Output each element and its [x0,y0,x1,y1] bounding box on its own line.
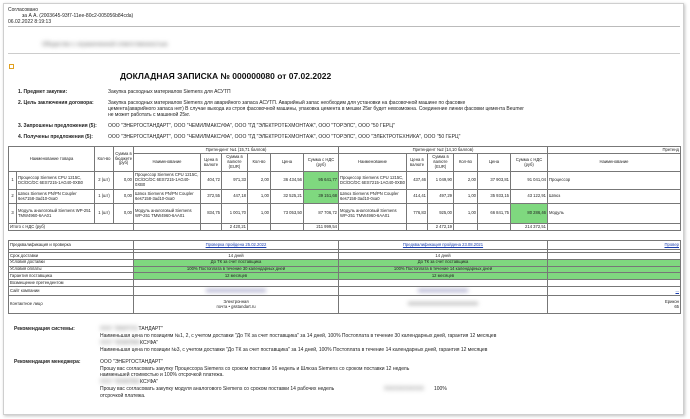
header-budget: Сумма в бюджете (руб) [114,147,134,172]
rec-manager-company2: КСУФА" [140,379,159,385]
b2-price: 37 903,81 [478,172,511,190]
row-product: Модуль аналоговый Siemens WP-251 TMW4960-6AA01 [17,204,95,224]
bidder-3-title: Претенд [548,147,681,154]
stamp-signer: за А А. (2003645-93f7-11ee-80c2-005056b84cda) [22,13,134,19]
b2-qty: 1,00 [454,190,478,204]
rec-manager-label: Рекомендация менеджера: [14,359,81,365]
b2-sum: 43 122,91 [511,190,548,204]
field-value-purpose-line2: цемента(аварийного запаса нет) В случае выхода из строя фасовочной машины, упаковка цемента в мешки 25кг будет невозможна. Соединение линии фасовки цемента Beumer [108,106,524,112]
rec-manager-line3: Прошу вас согласовать закупку модуля аналогового Siemens со сроком поставки 14 рабочих недель [100,386,335,392]
b2-qty: 1,00 [454,204,478,224]
contact-value-3: Ерикон [665,298,679,304]
field-value-subject: Закупка расходных материалов Siemens для АСУТП [108,89,231,95]
row-budget: 0,00 [114,172,134,190]
subheader-sum-currency: Сумма в валюте (EUR) [428,154,454,172]
b1-qty: 1,00 [248,204,271,224]
subheader-qty: Кол-во [454,154,478,172]
prequal-link-3[interactable]: Провер [664,241,679,247]
b1-qty: 2,00 [248,172,271,190]
subheader-price-currency: Цена в валюте [201,154,222,172]
b1-sum-cur: 1 001,70 [222,204,248,224]
condition-row [9,273,681,280]
page-title: ДОКЛАДНАЯ ЗАПИСКА № 000000080 от 07.02.2022 [120,71,332,81]
b1-sum-cur: 971,33 [222,172,248,190]
condition-value-1: 12 месяцев [134,273,339,280]
row-qty: 1 (шт) [95,190,114,204]
total1-currency: 2 420,21 [222,224,248,231]
b1-price-cur: 372,55 [201,190,222,204]
rec-system-label: Рекомендация системы: [14,326,75,332]
b1-price: 32 525,21 [271,190,304,204]
row-number: 3 [9,204,17,224]
memo-document: Согласовано за А А. (2003645-93f7-11ee-80c2-005056b84cda) 06.02.2022 8:19:13 Общество с ограниченной ответственностью ДОКЛАДНАЯ ЗАПИСКА № 000000080 от 07.02.2022 1. Предмет закупки: Закупка расходных материалов Siemens для АСУТП 2. Цель заключения договора: Закупка расходных материалов Siemens для аварийного запаса АСУТП. Аварийный запас необходим для установки на фасовочной машине по фасовке цемента(аварийного запаса нет) В случае выхода из строя фасовочной машины, упаковка цемента в мешки 25кг будет невозможна. Соединение линии фасовки цемента Beumer не может работать с машиной 25кг. 3. Запрошены предложения (5): ООО "ЭНЕРГОСТАНДАРТ", ООО "ЧЕМИЛМАКСУФА", ООО "ГД "ЭЛЕКТРОТЕХМОНТАЖ", ООО "ТОРЭЛС", ООО "50 ГЕРЦ" 4. Получены предложения (5): ООО "ЭНЕРГОСТАНДАРТ", ООО "ЧЕМИЛМАКСУФА", ООО "ГД "ЭЛЕКТРОТЕХМОНТАЖ", ООО "ТОРЭЛС", ООО "ЭЛЕКТРОТЕХНИКА", ООО "50 ГЕРЦ" Наименование товара Кол-во Сумма в бюджете (руб) Претендент №1 (15,71 баллов) Претендент №2 (14,10 баллов) Претенд Наименование Цена в валюте Сумма в валюте (EUR) Кол-во Цена Сумма с НДС (руб) Наименование Цена в валюте Сумма в валюте (EUR) Кол-во Цена Сумма с НДС (руб) Наименование 1 Процессор Siemens CPU 1215C, DC/DC/DC 6ES7215-1AG40-0XB0 2 (шт) 0,00 Процессор Siemens CPU 1215C, DC/DC/DC 6ES7215-1AG40-0XB0 404,72 971,33 2,00 36 434,56 95 641,77 Процессор Siemens CPU 1215C, DC/DC/DC 6ES7215-1AG40-0XB0 437,46 1 049,90 2,00 37 903,81 91 041,04 Процессор 2 Шлюз Siemens PN/PN Coupler 6es7158-3ad10-0xa0 1 (шт) 0,00 Шлюз Siemens PN/PN Coupler 6es7158-3ad10-0xa0 372,55 447,18 1,00 32 525,21 39 151,68 Шлюз Siemens PN/PN Coupler 6es7158-3ad10-0xa0 414,41 497,29 1,00 35 933,15 43 122,91 Шлюз 3 Модуль аналоговый Siemens WP-251 TMW4960-6AA01 1 (шт) 0,00 Модуль аналоговый Siemens WP-251 TMW4960-6AA01 834,75 1 001,70 1,00 73 053,50 87 706,72 Модуль аналоговый Siemens WP-251 TMW4960-6AA01 776,83 925,00 1,00 66 841,75 80 286,46 Модуль Итого с НДС (руб) 2 420,21 211 999,54 2 472,19 214 372,51 Предквалификация и проверка Проверка пройдена 25.02.2022 Предквалификация пройдена 23.08.2021 Провер Срок доставки 14 дней 14 дней Условия доставки До ТК за счет поставщика До ТК за счет поставщика Условия оплаты 100% Постоплата в течение 30 календарных дней 100% Постоплата в течение 14 календарных дней Гарантия поставщика 12 месяцев 12 месяцев Возмещение претендентом Сайт компании — Контактное лицо Электронная почта • gsstandart.ru Ерикон 65 Рекомендация системы: ООО "ЭНЕРГОСТАНДАРТ" Наименьшая цена по позициям №1, 2, с учетом доставки "До ТК за счет поставщика" за 14 дней, 100% Постоплата в течение 30 календарных дней, гарантия 12 месяцев ООО "ЧЕМИЛМАКСУФА" Наименьшая цена по позиции №3, с учетом доставки "До ТК за счет поставщика" за 14 дней, 100% Постоплата в течение 14 календарных дней, гарантия 12 месяцев Рекомендация менеджера: ООО "ЭНЕРГОСТАНДАРТ" Прошу вас согласовать закупку Процессора Siemens со сроком поставки 16 недель и Шлюза Siemens со сроком поставки 12 недель наименьшей стоимостью и 100% отсрочкой платежа. ООО "ЧЕМИЛМАКСУФА" Прошу вас согласовать закупку модуля аналогового Siemens со сроком поставки 14 рабочих недель XXXXXXXXXXXX 100% отсрочкой платежа. [3,3,684,415]
field-value-received: ООО "ЭНЕРГОСТАНДАРТ", ООО "ЧЕМИЛМАКСУФА", ООО "ГД "ЭЛЕКТРОТЕХМОНТАЖ", ООО "ТОРЭЛС", ООО "ЭЛЕКТРОТЕХНИКА", ООО "50 ГЕРЦ" [108,134,461,140]
rec-manager-company: ООО "ЭНЕРГОСТАНДАРТ" [100,359,163,365]
row-number: 1 [9,172,17,190]
contact-label: Контактное лицо [9,296,134,314]
prequal-label: Предквалификация и проверка [9,241,134,250]
b2-price: 35 933,15 [478,190,511,204]
field-label-purpose: 2. Цель заключения договора: [18,100,94,106]
b1-sum: 87 706,72 [304,204,339,224]
b2-sum-cur: 925,00 [428,204,454,224]
contact-value-1: Электронная [223,298,249,304]
row-budget: 0,00 [114,204,134,224]
condition-label: Условия доставки [9,259,134,266]
prequal-link-1[interactable]: Проверка пройдена 25.02.2022 [205,241,267,247]
contact-value-3b: 65 [674,303,679,309]
condition-label: Срок доставки [9,253,134,260]
condition-value-2: 100% Постоплата в течение 14 календарных дней [339,266,548,273]
b1-price: 36 434,56 [271,172,304,190]
rec-manager-line1: Прошу вас согласовать закупку Процессора Siemens со сроком поставки 16 недель и Шлюза Siemens со сроком поставки 12 недель [100,366,410,372]
subheader-price: Цена [271,154,304,172]
subheader-sum-vat: Сумма с НДС (руб) [304,154,339,172]
rec-system-line1: Наименьшая цена по позициям №1, 2, с учетом доставки "До ТК за счет поставщика" за 14 дней, 100% Постоплата в течение 30 календарных дней, гарантия 12 месяцев [100,333,497,339]
row-qty: 2 (шт) [95,172,114,190]
condition-row [9,280,681,287]
row-qty: 1 (шт) [95,204,114,224]
subheader-qty: Кол-во [248,154,271,172]
rec-manager-line2: наименьшей стоимостью и 100% отсрочкой платежа. [100,372,224,378]
stamp-datetime: 06.02.2022 8:19:13 [8,19,52,25]
condition-value-2: 14 дней [339,253,548,260]
table-row [9,204,681,224]
total-label: Итого с НДС (руб) [9,224,134,231]
b2-price-cur: 414,41 [407,190,428,204]
total1-rub: 211 999,54 [304,224,339,231]
total-row [9,224,681,231]
contact-value-1b: почта • gsstandart.ru [216,303,256,309]
condition-row [9,259,681,266]
b2-name: Процессор Siemens CPU 1215C, DC/DC/DC 6ES7215-1AG40-0XB0 [339,172,407,190]
stamp-agreed: Согласовано [8,7,39,13]
b3-name: Модуль [548,204,681,224]
row-product: Процессор Siemens CPU 1215C, DC/DC/DC 6ES7215-1AG40-0XB0 [17,172,95,190]
b1-price-cur: 834,75 [201,204,222,224]
prequal-link-2[interactable]: Предквалификация пройдена 23.08.2021 [402,241,484,247]
b3-name: Шлюз [548,190,681,204]
subheader-name: Наименование [548,154,681,172]
header-product-name: Наименование товара [9,147,95,172]
b1-name: Шлюз Siemens PN/PN Coupler 6es7158-3ad10-0xa0 [134,190,201,204]
condition-row [9,253,681,260]
subheader-name: Наименование [134,154,201,172]
b2-price: 66 841,75 [478,204,511,224]
b2-sum-best: 80 286,46 [511,204,548,224]
total2-currency: 2 472,19 [428,224,454,231]
conditions-table: Предквалификация и проверка Проверка пройдена 25.02.2022 Предквалификация пройдена 23.08.2021 Провер Срок доставки 14 дней 14 дней Условия доставки До ТК за счет поставщика До ТК за счет поставщика Условия оплаты 100% Постоплата в течение 30 календарных дней 100% Постоплата в течение 14 календарных дней Гарантия поставщика 12 месяцев 12 месяцев Возмещение претендентом Сайт компании — Контактное лицо Электронная почта • gsstandart.ru Ерикон 65 [8,240,681,314]
b1-price: 73 053,50 [271,204,304,224]
b2-name: Шлюз Siemens PN/PN Coupler 6es7158-3ad10-0xa0 [339,190,407,204]
condition-value-1: 14 дней [134,253,339,260]
header-quantity: Кол-во [95,147,114,172]
b1-name: Процессор Siemens CPU 1215C, DC/DC/DC 6ES7215-1AG40-0XB0 [134,172,201,190]
bidder-1-title: Претендент №1 (15,71 баллов) [134,147,339,154]
row-budget: 0,00 [114,190,134,204]
condition-value-1: 100% Постоплата в течение 30 календарных дней [134,266,339,273]
comparison-table [8,146,681,231]
row-number: 2 [9,190,17,204]
condition-value-1: До ТК за счет поставщика [134,259,339,266]
table-row [9,190,681,204]
table-row [9,172,681,190]
subheader-price-currency: Цена в валюте [407,154,428,172]
b2-sum-cur: 1 049,90 [428,172,454,190]
condition-value-2: 12 месяцев [339,273,548,280]
rec-system-company: ТАНДАРТ" [138,326,163,332]
subheader-sum-vat: Сумма с НДС (руб) [511,154,548,172]
rec-system-line2: Наименьшая цена по позиции №3, с учетом доставки "До ТК за счет поставщика" за 14 дней, 100% Постоплата в течение 14 календарных дней, гарантия 12 месяцев [100,347,488,353]
b2-qty: 2,00 [454,172,478,190]
field-label-received: 4. Получены предложения (5): [18,134,93,140]
header-organization: Общество с ограниченной ответственностью [42,42,168,48]
b1-sum-cur: 447,18 [222,190,248,204]
rec-manager-line3b: 100% [434,386,447,392]
field-label-requested: 3. Запрошены предложения (5): [18,123,97,129]
b1-price-cur: 404,72 [201,172,222,190]
condition-row [9,266,681,273]
site-label: Сайт компании [9,287,134,296]
row-product: Шлюз Siemens PN/PN Coupler 6es7158-3ad10-0xa0 [17,190,95,204]
b1-sum-best: 39 151,68 [304,190,339,204]
bidder-2-title: Претендент №2 (14,10 баллов) [339,147,548,154]
condition-value-2: До ТК за счет поставщика [339,259,548,266]
section-marker-icon [9,64,14,69]
b1-name: Модуль аналоговый Siemens WP-251 TMW4960-6AA01 [134,204,201,224]
subheader-name: Наименование [339,154,407,172]
b2-sum: 91 041,04 [511,172,548,190]
b2-price-cur: 437,46 [407,172,428,190]
b2-name: Модуль аналоговый Siemens WP-251 TMW4960-6AA01 [339,204,407,224]
condition-label: Условия оплаты [9,266,134,273]
rec-manager-line4: отсрочкой платежа. [100,393,146,399]
condition-label: Гарантия поставщика [9,273,134,280]
b2-sum-cur: 497,29 [428,190,454,204]
field-value-purpose-line3: не может работать с машиной 25кг. [108,112,191,118]
b2-price-cur: 776,83 [407,204,428,224]
b1-sum-best: 95 641,77 [304,172,339,190]
rec-system-company2: КСУФА" [140,340,159,346]
b3-name: Процессор [548,172,681,190]
field-label-subject: 1. Предмет закупки: [18,89,68,95]
field-value-purpose: Закупка расходных материалов Siemens для аварийного запаса АСУТП. Аварийный запас необходим для установки на фасовочной машине по фасовке [108,100,466,106]
b1-qty: 1,00 [248,190,271,204]
field-value-requested: ООО "ЭНЕРГОСТАНДАРТ", ООО "ЧЕМИЛМАКСУФА", ООО "ГД "ЭЛЕКТРОТЕХМОНТАЖ", ООО "ТОРЭЛС", ООО "50 ГЕРЦ" [108,123,395,129]
subheader-price: Цена [478,154,511,172]
condition-label: Возмещение претендентом [9,280,134,287]
total2-rub: 214 372,51 [511,224,548,231]
subheader-sum-currency: Сумма в валюте (EUR) [222,154,248,172]
